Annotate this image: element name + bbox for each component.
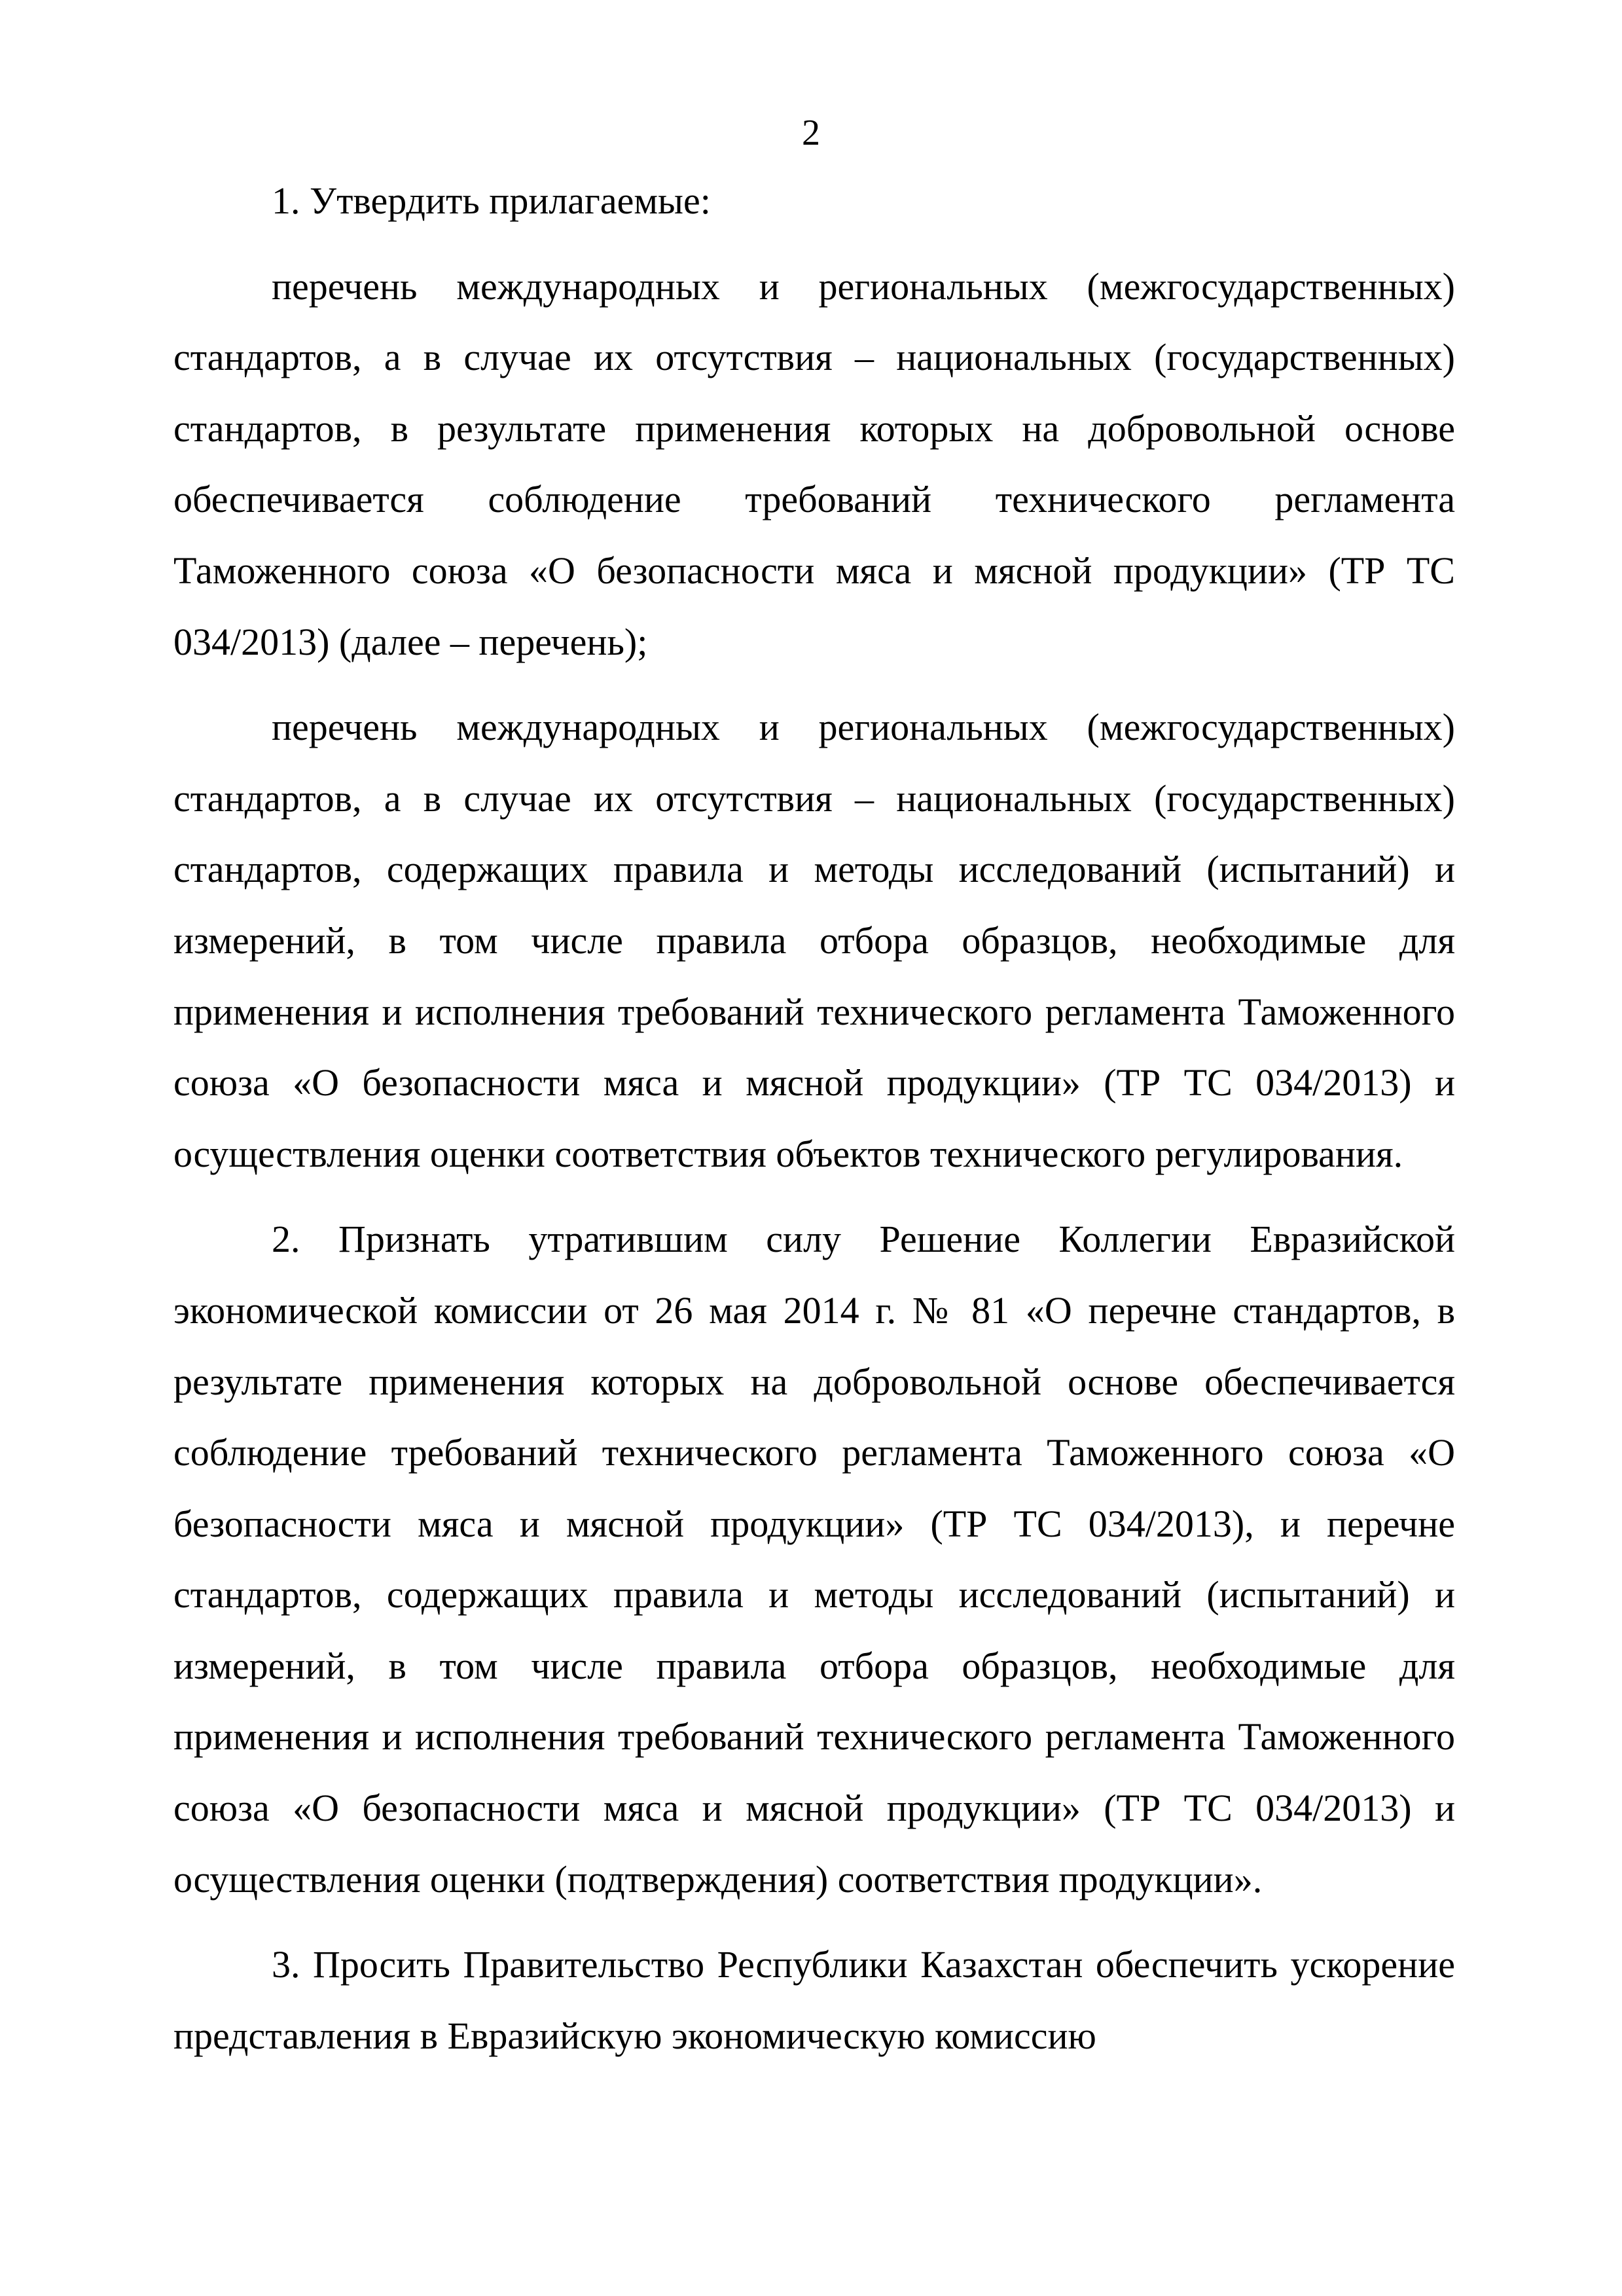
page-number: 2 — [802, 113, 820, 153]
paragraph-item-3-request: 3. Просить Правительство Республики Казахстан обеспечить ускорение представления в Евразийскую экономическую комиссию — [173, 1943, 1455, 2057]
paragraph-item-2-repeal: 2. Признать утратившим силу Решение Коллегии Евразийской экономической комиссии от 26 мая 2014 г. № 81 «О перечне стандартов, в результате применения которых на добровольной основе обеспечивается соблюдение требований технического регламента Таможенного союза «О безопасности мяса и мясной продукции» (ТР ТС 034/2013), и перечне стандартов, содержащих правила и методы исследований (испытаний) и измерений, в том числе правила отбора образцов, необходимые для применения и исполнения требований технического регламента Таможенного союза «О безопасности мяса и мясной продукции» (ТР ТС 034/2013) и осуществления оценки (подтверждения) соответствия продукции». — [173, 1218, 1455, 1901]
paragraph-item-1-intro: 1. Утвердить прилагаемые: — [272, 179, 711, 222]
paragraph-methods-list: перечень международных и региональных (межгосударственных) стандартов, а в случае их отсутствия – национальных (государственных) стандартов, содержащих правила и методы исследований (испытаний) и измерений, в том числе правила отбора образцов, необходимые для применения и исполнения требований технического регламента Таможенного союза «О безопасности мяса и мясной продукции» (ТР ТС 034/2013) и осуществления оценки соответствия объектов технического регулирования. — [173, 706, 1455, 1175]
paragraph-standards-list: перечень международных и региональных (межгосударственных) стандартов, а в случае их отсутствия – национальных (государственных) стандартов, в результате применения которых на добровольной основе обеспечивается соблюдение требований технического регламента Таможенного союза «О безопасности мяса и мясной продукции» (ТР ТС 034/2013) (далее – перечень); — [173, 264, 1455, 663]
document-body — [173, 166, 1455, 2071]
